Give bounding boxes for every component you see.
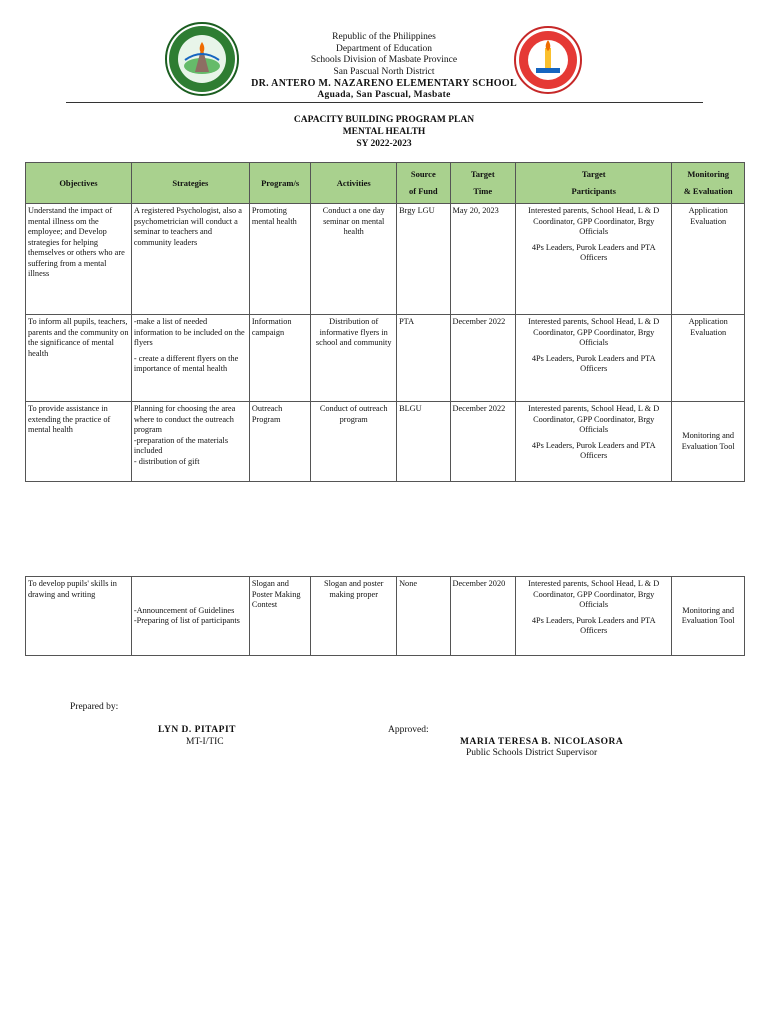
target-part-label-1: Target	[581, 169, 606, 179]
cell-objective: To provide assistance in extending the practice of mental health	[26, 402, 132, 482]
preparer-name: LYN D. PITAPIT	[158, 725, 236, 735]
cell-monitoring: Application Evaluation	[672, 204, 745, 315]
plan-title: CAPACITY BUILDING PROGRAM PLAN	[293, 115, 475, 125]
source-label-2: of Fund	[408, 186, 438, 196]
participants-group-1: Interested parents, School Head, L & D Coordinator, GPP Coordinator, Brgy Officials	[528, 579, 660, 609]
strategy-item-1: -make a list of needed information to be included on the flyers	[133, 317, 245, 347]
approved-label: Approved:	[388, 725, 429, 735]
col-header-target-time	[450, 163, 516, 204]
header-divider	[66, 102, 703, 103]
col-header-activities: Activities	[311, 163, 397, 204]
cell-fund: BLGU	[397, 402, 450, 482]
col-header-objectives: Objectives	[26, 163, 132, 204]
program-plan-table	[25, 162, 745, 482]
source-label-1: Source	[410, 169, 436, 179]
strategy-item-1: Planning for choosing the area where to conduct the outreach program	[133, 404, 236, 434]
col-header-target-participants	[516, 163, 672, 204]
program-plan-table-continued	[25, 576, 745, 656]
strategy-item-1: -Announcement of Guidelines	[133, 605, 235, 615]
cell-participants	[516, 577, 672, 656]
strategy-item-2: - create a different flyers on the importance of mental health	[133, 353, 239, 373]
cell-activity: Conduct a one day seminar on mental health	[311, 204, 397, 315]
plan-school-year: SY 2022-2023	[356, 139, 412, 149]
col-header-source-fund	[397, 163, 450, 204]
cell-activity: Slogan and poster making proper	[311, 577, 397, 656]
cell-participants	[516, 402, 672, 482]
participants-group-2: 4Ps Leaders, Purok Leaders and PTA Officers	[531, 615, 656, 635]
cell-time: May 20, 2023	[450, 204, 516, 315]
col-header-strategies: Strategies	[131, 163, 249, 204]
participants-group-2: 4Ps Leaders, Purok Leaders and PTA Officers	[531, 353, 656, 373]
participants-group-2: 4Ps Leaders, Purok Leaders and PTA Officers	[531, 242, 656, 262]
header-address: Aguada, San Pascual, Masbate	[317, 90, 451, 100]
header-division: Schools Division of Masbate Province	[310, 55, 458, 65]
participants-group-1: Interested parents, School Head, L & D Coordinator, GPP Coordinator, Brgy Officials	[528, 404, 660, 434]
cell-program: Slogan and Poster Making Contest	[249, 577, 311, 656]
table-row	[26, 204, 745, 315]
cell-monitoring: Application Evaluation	[672, 315, 745, 402]
participants-group-1: Interested parents, School Head, L & D Coordinator, GPP Coordinator, Brgy Officials	[528, 317, 660, 347]
cell-fund: Brgy LGU	[397, 204, 450, 315]
cell-time: December 2022	[450, 402, 516, 482]
cell-fund: None	[397, 577, 450, 656]
cell-strategy: A registered Psychologist, also a psychometrician will conduct a seminar to teachers and community leaders	[131, 204, 249, 315]
col-header-programs: Program/s	[249, 163, 311, 204]
cell-fund: PTA	[397, 315, 450, 402]
target-time-label-2: Time	[473, 186, 493, 196]
col-header-monitoring	[672, 163, 745, 204]
participants-group-2: 4Ps Leaders, Purok Leaders and PTA Officers	[531, 440, 656, 460]
header-school: DR. ANTERO M. NAZARENO ELEMENTARY SCHOOL	[251, 78, 517, 89]
table-row	[26, 577, 745, 656]
plan-subtitle: MENTAL HEALTH	[342, 127, 426, 137]
table-row	[26, 402, 745, 482]
preparer-title: MT-I/TIC	[186, 737, 224, 747]
monitoring-label-2: & Evaluation	[683, 186, 733, 196]
cell-time: December 2022	[450, 315, 516, 402]
cell-participants	[516, 204, 672, 315]
header-department: Department of Education	[335, 44, 433, 54]
cell-program: Promoting mental health	[249, 204, 311, 315]
cell-program: Outreach Program	[249, 402, 311, 482]
approver-title: Public Schools District Supervisor	[466, 748, 598, 758]
cell-time: December 2020	[450, 577, 516, 656]
table-row	[26, 315, 745, 402]
header-republic: Republic of the Philippines	[332, 32, 436, 42]
cell-strategy	[131, 315, 249, 402]
strategy-item-2: -preparation of the materials included - distribution of gift	[133, 435, 229, 466]
cell-objective: To develop pupils' skills in drawing and writing	[26, 577, 132, 656]
cell-objective: To inform all pupils, teachers, parents and the community on the significance of mental health	[26, 315, 132, 402]
cell-monitoring: Monitoring and Evaluation Tool	[672, 577, 745, 656]
participants-group-1: Interested parents, School Head, L & D Coordinator, GPP Coordinator, Brgy Officials	[528, 206, 660, 236]
prepared-by-label: Prepared by:	[70, 702, 119, 712]
target-time-label-1: Target	[470, 169, 495, 179]
monitoring-label-1: Monitoring	[687, 169, 729, 179]
cell-program: Information campaign	[249, 315, 311, 402]
target-part-label-2: Participants	[571, 186, 616, 196]
cell-strategy	[131, 402, 249, 482]
strategy-item-2: -Preparing of list of participants	[133, 616, 240, 625]
cell-participants	[516, 315, 672, 402]
cell-objective: Understand the impact of mental illness om the employee; and Develop strategies for helping themselves or others who are suffering from a mental illness	[26, 204, 132, 315]
table-header-row	[26, 163, 745, 204]
cell-activity: Distribution of informative flyers in school and community	[311, 315, 397, 402]
cell-activity: Conduct of outreach program	[311, 402, 397, 482]
cell-monitoring: Monitoring and Evaluation Tool	[672, 402, 745, 482]
approver-name: MARIA TERESA B. NICOLASORA	[460, 737, 624, 747]
header-district: San Pascual North District	[333, 67, 435, 77]
cell-strategy	[131, 577, 249, 656]
